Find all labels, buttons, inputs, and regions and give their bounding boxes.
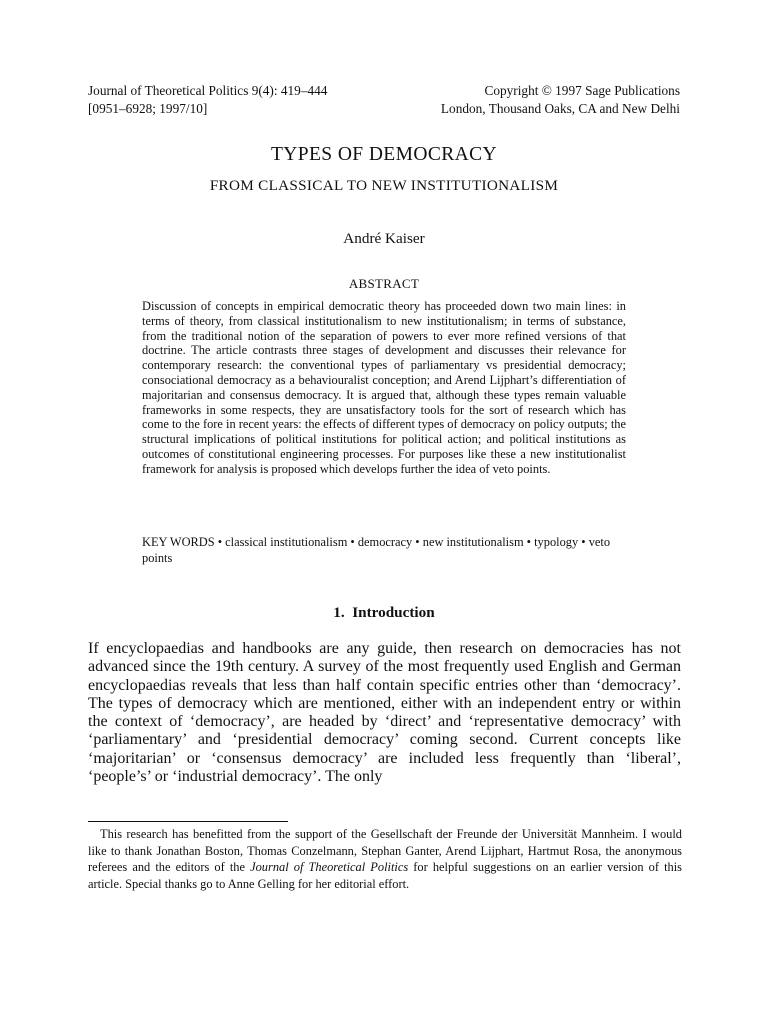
acknowledgement-footnote	[88, 826, 682, 892]
article-subtitle: FROM CLASSICAL TO NEW INSTITUTIONALISM	[209, 177, 559, 194]
article-title: TYPES OF DEMOCRACY	[270, 144, 498, 165]
journal-citation-line: Journal of Theoretical Politics 9(4): 419–444	[88, 83, 328, 98]
publisher-copyright	[441, 82, 680, 117]
section-heading	[0, 604, 768, 622]
abstract-text: Discussion of concepts in empirical democratic theory has proceeded down two main lines: in terms of theory, from classical institutionalism to new institutionalism; in terms of substance, from the traditional notion of the separation of powers to ever more refined versions of that doctrine. The article contrasts three stages of development and discusses their relevance for contemporary research: the conventional types of parliamentary vs presidential democracy; consociational democracy as a behaviouralist conception; and Arend Lijphart’s differentiation of majoritarian and consensus democracy. It is argued that, although these types remain valuable frameworks in some respects, they are unsatisfactory tools for the sort of research which has come to the fore in recent years: the effects of different types of democracy on policy outputs; the structural implications of political institutions for political action; and political institutions as outcomes of constitutional engineering processes. For purposes like these a new institutionalist framework for analysis is proposed which develops further the idea of veto points.	[142, 299, 626, 476]
footnote-journal-name: Journal of Theoretical Politics	[250, 860, 409, 875]
footnote-text-end: for helpful suggestions on an earlier version of this article. Special thanks go to Anne Gelling for her editorial effort.	[88, 860, 683, 891]
abstract-heading: ABSTRACT	[348, 276, 420, 291]
body-paragraph: If encyclopaedias and handbooks are any guide, then research on democracies has not advanced since the 19th century. A survey of the most frequently used English and German encyclopaedias reveals that less than half contain specific entries other than ‘democracy’. The types of democracy which are mentioned, either with an independent entry or within the context of ‘democracy’, are headed by ‘direct’ and ‘representative democracy’ with ‘parliamentary’ and ‘presidential democracy’ coming second. Current concepts like ‘majoritarian’ or ‘consensus democracy’ are included less frequently than ‘liberal’, ‘people’s’ or ‘industrial democracy’. The only	[88, 640, 681, 786]
section-title: Introduction	[352, 604, 435, 621]
keywords: KEY WORDS • classical institutionalism • democracy • new institutionalism • typology • veto points	[142, 535, 611, 565]
publisher-location-line: London, Thousand Oaks, CA and New Delhi	[440, 100, 680, 116]
section-number: 1.	[333, 604, 345, 621]
article-author: André Kaiser	[343, 230, 425, 247]
copyright-line: Copyright © 1997 Sage Publications	[484, 83, 680, 98]
footnote-text-start: This research has benefitted from the support of the Gesellschaft der Freunde der Universität Mannheim. I would like to thank Jonathan Boston, Thomas Conzelmann, Stephan Ganter, Arend Lijphart, Hartmut Rosa, the anonymous referees and the editors of the	[88, 827, 682, 875]
journal-issn-line: [0951–6928; 1997/10]	[88, 100, 208, 116]
footnote-divider	[88, 821, 288, 822]
journal-citation	[88, 82, 327, 117]
